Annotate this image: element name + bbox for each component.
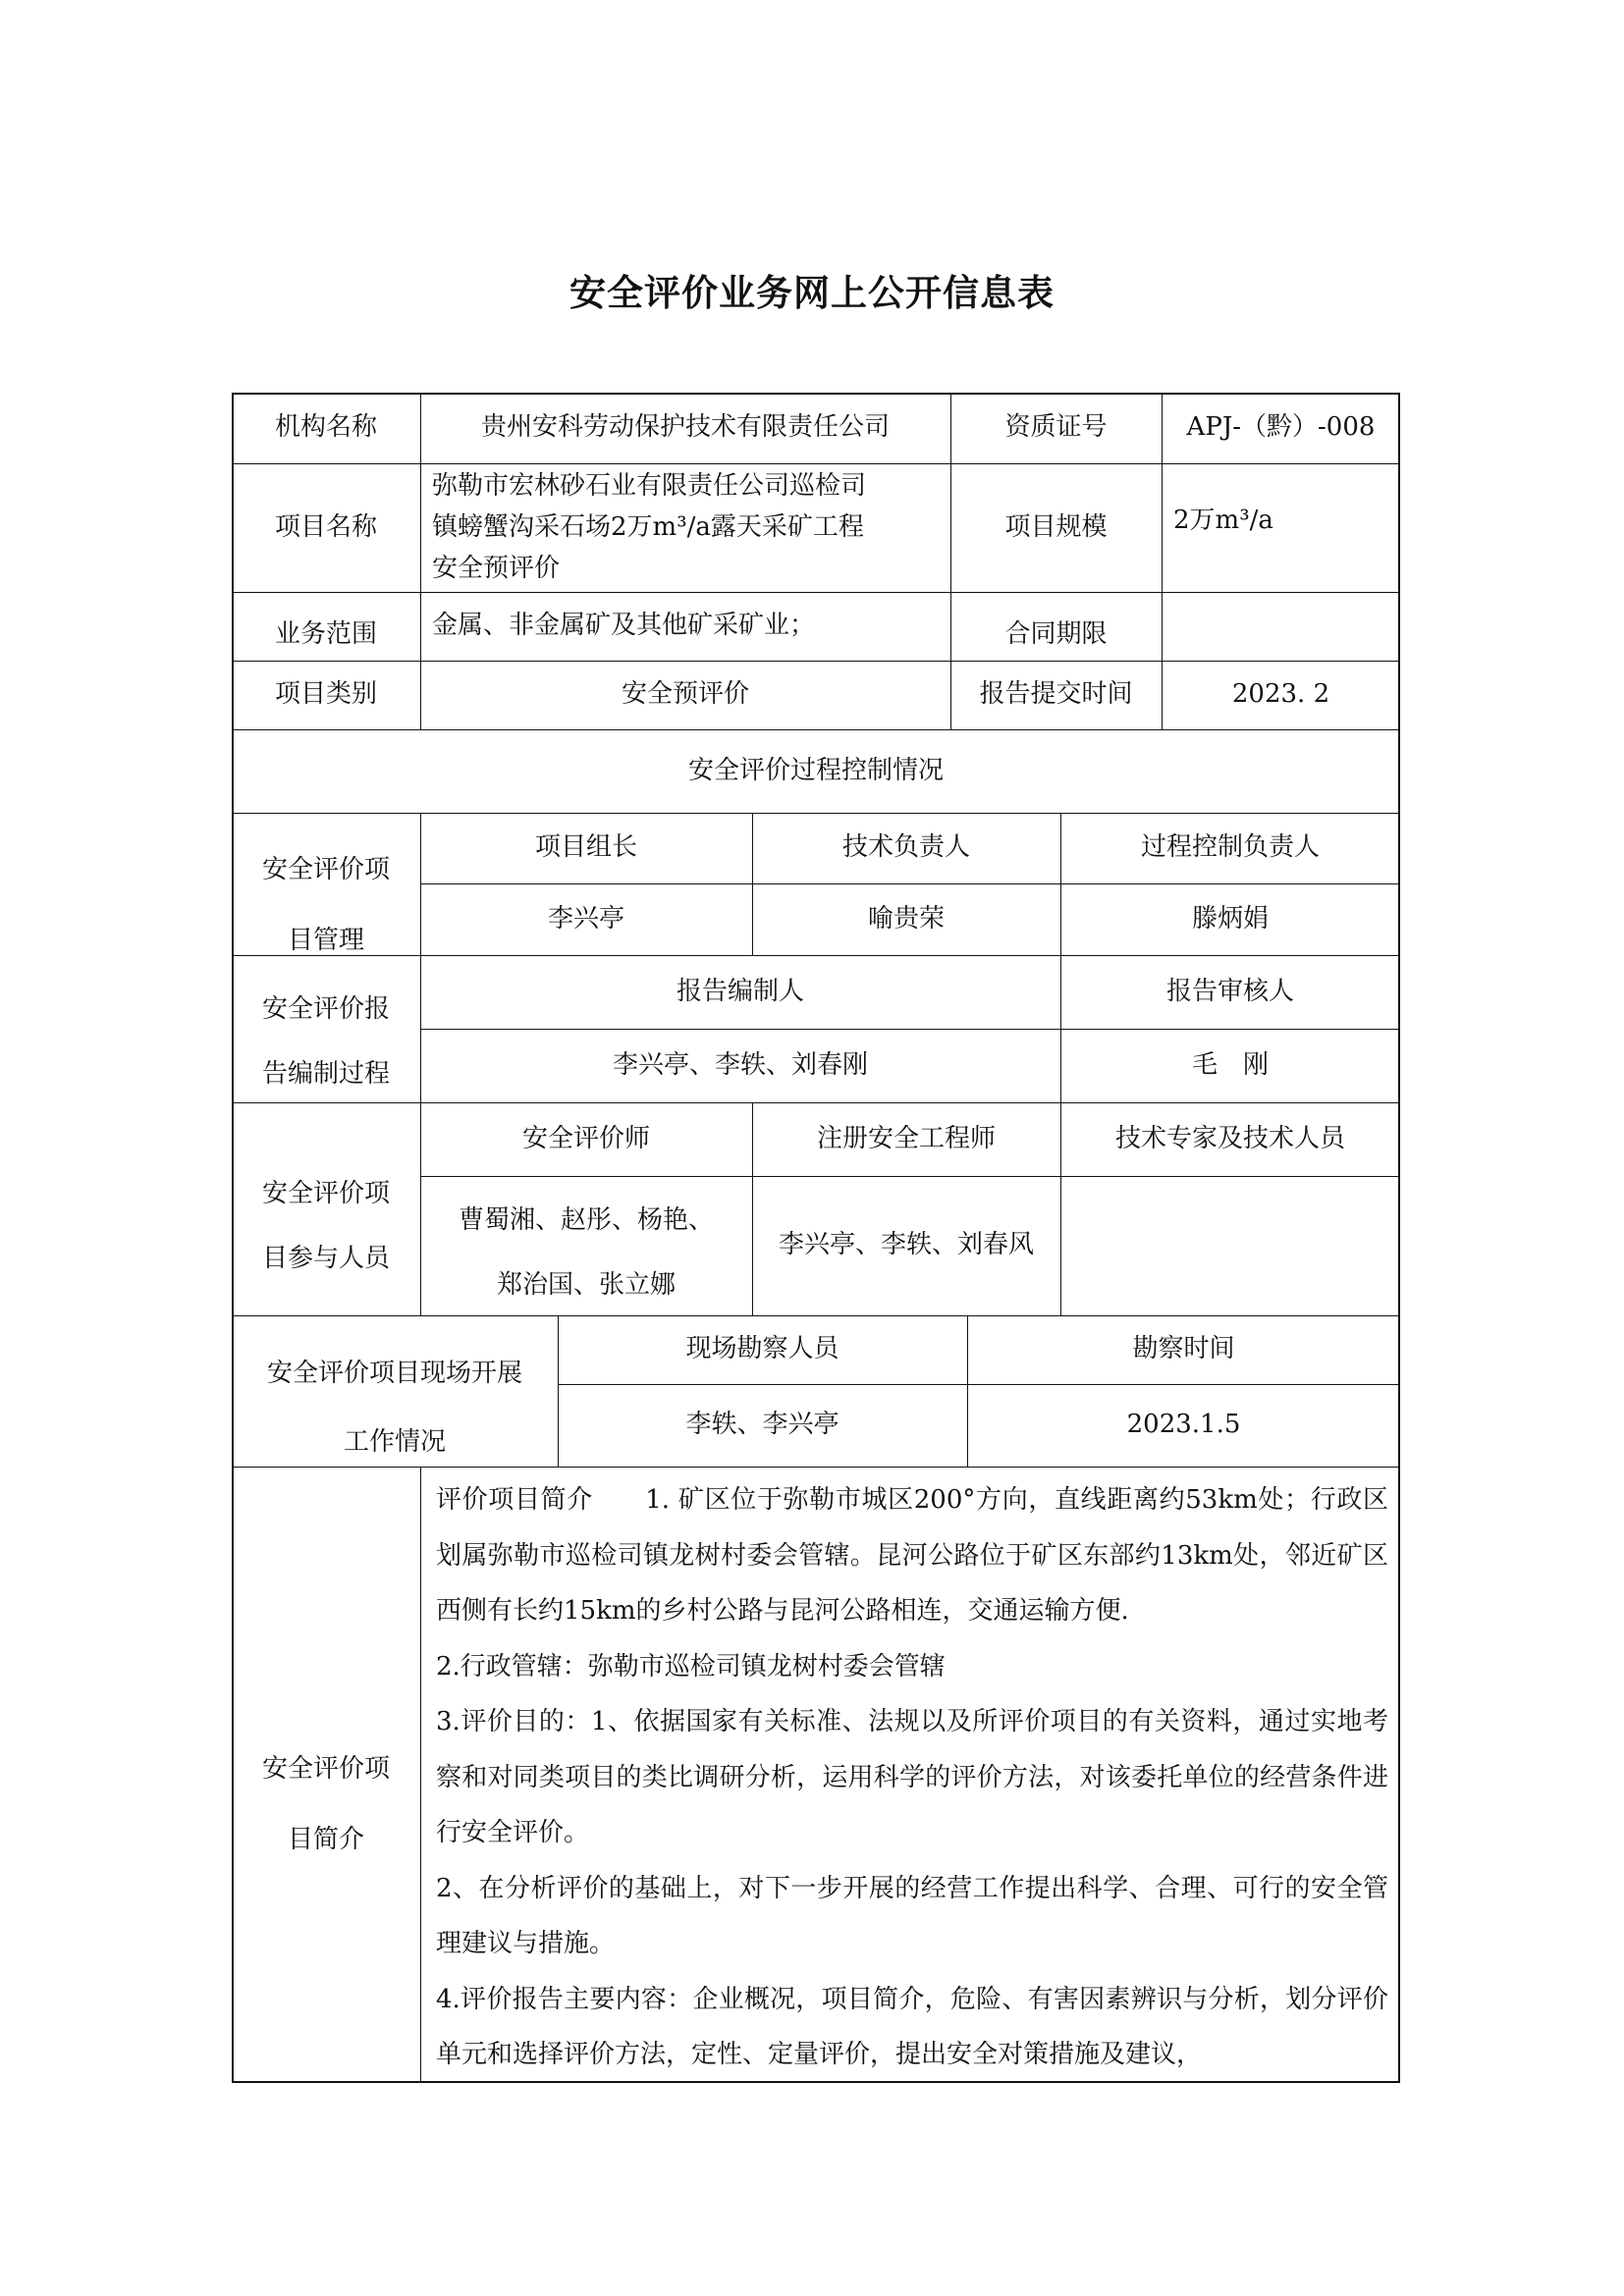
summary-label [232,1467,420,2083]
header-experts: 技术专家及技术人员 [1114,1123,1345,1153]
evaluators-line: 曹蜀湘、赵彤、杨艳、 [458,1205,714,1235]
type-value: 安全预评价 [621,679,749,710]
project-name-line: 安全预评价 [432,554,561,583]
summary-label-line: 目简介 [287,1825,364,1854]
term-value [1162,592,1400,661]
summary-paragraph: 4.评价报告主要内容：企业概况，项目简介，危险、有害因素辨识与分析，划分评价单元和选择评价方法，定性、定量评价，提出安全对策措施及建议， [436,1984,1388,2069]
header-report-author: 报告编制人 [676,976,804,1006]
scope-value: 金属、非金属矿及其他矿采矿业； [432,611,816,641]
header-team-leader: 项目组长 [534,832,637,863]
survey-time-value: 2023.1.5 [1126,1410,1241,1440]
site-staff-value: 李轶、李兴亭 [685,1410,839,1440]
type-label: 项目类别 [274,679,377,710]
project-name-line: 镇螃蟹沟采石场2万m³/a露天采矿工程 [432,512,864,542]
org-value: 贵州安科劳动保护技术有限责任公司 [480,412,890,443]
project-name-line: 弥勒市宏林砂石业有限责任公司巡检司 [432,471,867,501]
summary-paragraph: 2、在分析评价的基础上，对下一步开展的经营工作提出科学、合理、可行的安全管理建议与措施。 [436,1873,1388,1958]
org-label: 机构名称 [274,412,377,443]
header-evaluators: 安全评价师 [521,1123,650,1153]
report-label-line: 告编制过程 [261,1059,390,1089]
evaluators-line: 郑治国、张立娜 [496,1270,676,1300]
management-label-line: 安全评价项 [261,855,390,884]
participants-label-line: 目参与人员 [261,1244,390,1273]
site-label-line: 安全评价项目现场开展 [266,1359,522,1388]
team-leader-value: 李兴亭 [547,903,624,934]
report-label [232,955,420,1102]
header-process-lead: 过程控制负责人 [1140,832,1320,863]
process-heading: 安全评价过程控制情况 [687,755,944,785]
summary-text [436,1472,1388,2083]
page-title: 安全评价业务网上公开信息表 [569,272,1055,314]
header-survey-time: 勘察时间 [1132,1334,1235,1364]
project-name-value [420,465,950,592]
col-divider [420,1467,421,2083]
summary-label-line: 安全评价项 [261,1754,390,1784]
report-author-value: 李兴亭、李轶、刘春刚 [612,1049,868,1080]
tech-lead-value: 喻贵荣 [867,903,945,934]
management-label-line: 目管理 [287,926,364,955]
summary-paragraph: 评价项目简介 1. 矿区位于弥勒市城区200°方向，直线距离约53km处；行政区划属弥勒市巡检司镇龙树村委会管辖。昆河公路位于矿区东部约13km处，邻近矿区西侧有长约15km的乡村公路与昆河公路相连，交通运输方便. [436,1485,1388,1626]
scale-label: 项目规模 [1004,511,1108,542]
report-label-line: 安全评价报 [261,994,390,1024]
term-label: 合同期限 [1004,619,1108,650]
experts-value [1060,1176,1400,1315]
report-reviewer-value: 毛 刚 [1191,1049,1269,1080]
header-report-reviewer: 报告审核人 [1165,976,1294,1006]
process-lead-value: 滕炳娟 [1191,903,1269,934]
summary-paragraph: 2.行政管辖：弥勒市巡检司镇龙树村委会管辖 [436,1651,946,1682]
management-label [232,813,420,955]
participants-label-line: 安全评价项 [261,1179,390,1208]
engineers-value: 李兴亭、李轶、刘春风 [778,1230,1034,1260]
submit-label: 报告提交时间 [979,679,1133,710]
scope-label: 业务范围 [274,619,377,650]
site-label-line: 工作情况 [343,1427,446,1457]
scale-value: 2万m³/a [1173,506,1273,535]
cert-value: APJ-（黔）-008 [1186,412,1376,443]
submit-value: 2023. 2 [1231,679,1330,710]
header-site-staff: 现场勘察人员 [685,1334,839,1364]
evaluators-value [420,1176,752,1315]
header-engineers: 注册安全工程师 [816,1123,996,1153]
participants-label [232,1102,420,1315]
site-label [232,1315,558,1467]
project-name-label: 项目名称 [274,511,377,542]
summary-paragraph: 3.评价目的：1、依据国家有关标准、法规以及所评价项目的有关资料，通过实地考察和对同类项目的类比调研分析，运用科学的评价方法，对该委托单位的经营条件进行安全评价。 [436,1707,1388,1847]
header-tech-lead: 技术负责人 [841,832,970,863]
cert-label: 资质证号 [1004,412,1108,443]
